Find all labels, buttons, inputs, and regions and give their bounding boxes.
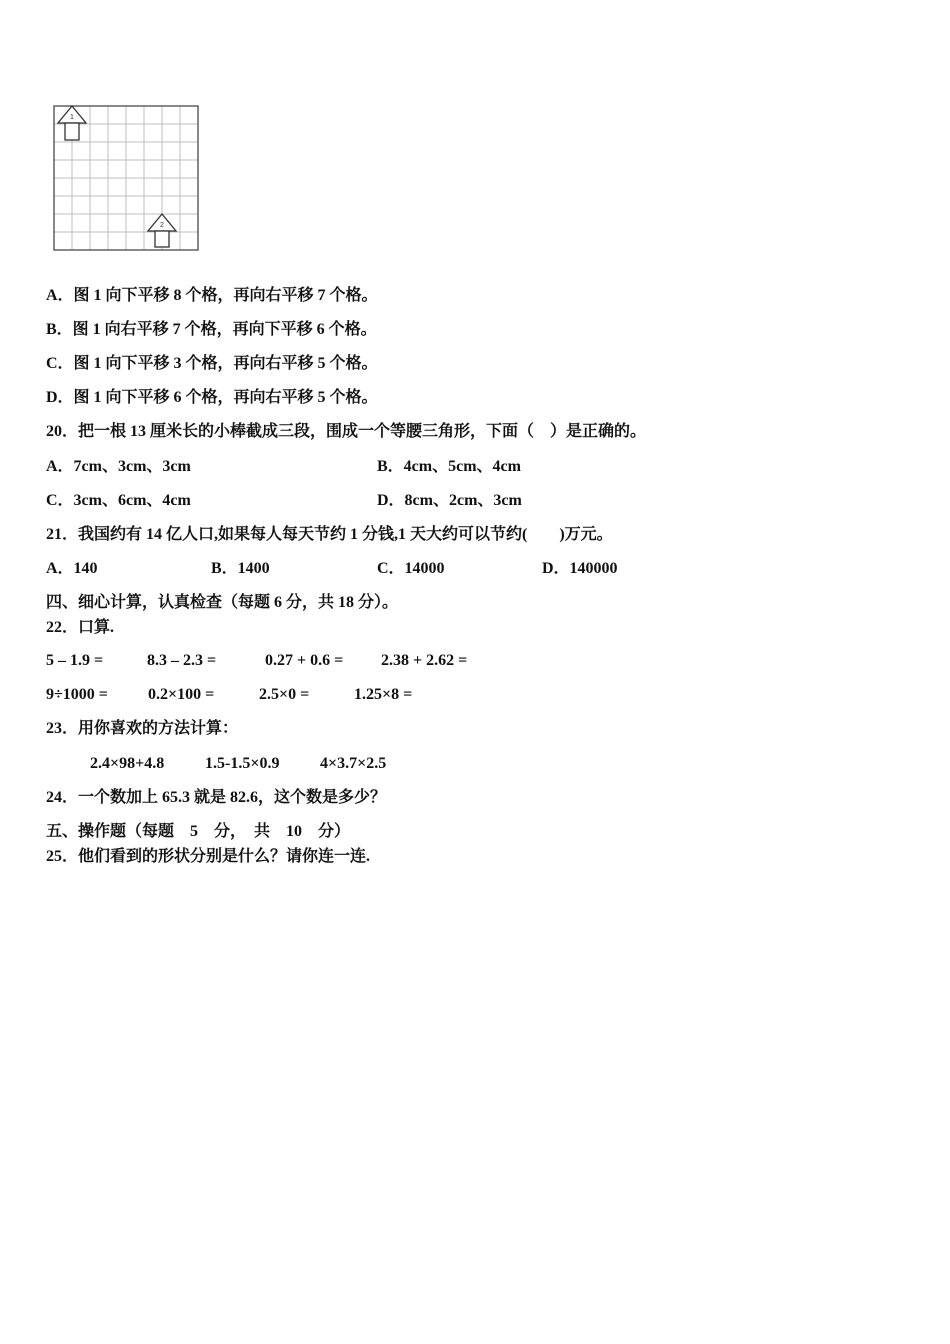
q20-option-b: B．4cm、5cm、4cm (377, 458, 521, 475)
house-shape-1 (58, 106, 86, 140)
translation-grid-figure (50, 102, 202, 254)
q19-option-a: A．图 1 向下平移 8 个格，再向右平移 7 个格。 (46, 287, 378, 304)
q22-item: 2.38 + 2.62 = (381, 652, 468, 669)
q22-item: 2.5×0 = (259, 686, 310, 703)
q19-option-d: D．图 1 向下平移 6 个格，再向右平移 5 个格。 (46, 389, 378, 406)
q23-item: 2.4×98+4.8 (90, 755, 165, 772)
q22-item: 8.3 – 2.3 = (147, 652, 217, 669)
q22-item: 5 – 1.9 = (46, 652, 104, 669)
q25-question: 25．他们看到的形状分别是什么？请你连一连. (46, 848, 371, 865)
q23-item: 1.5-1.5×0.9 (205, 755, 280, 772)
section-5-title: 五、操作题（每题 5 分， 共 10 分） (46, 823, 351, 840)
q23-title: 23．用你喜欢的方法计算： (46, 720, 239, 737)
q20-option-d: D．8cm、2cm、3cm (377, 492, 522, 509)
q19-option-c: C．图 1 向下平移 3 个格，再向右平移 5 个格。 (46, 355, 378, 372)
q19-option-b: B．图 1 向右平移 7 个格，再向下平移 6 个格。 (46, 321, 377, 338)
q21-option-c: C．14000 (377, 560, 445, 577)
q20-question: 20．把一根 13 厘米长的小棒截成三段，围成一个等腰三角形，下面（ ）是正确的。 (46, 423, 647, 440)
house-2-label: 2 (160, 222, 164, 229)
q22-item: 1.25×8 = (354, 686, 413, 703)
q20-option-a: A．7cm、3cm、3cm (46, 458, 191, 475)
q21-option-a: A．140 (46, 560, 98, 577)
q24-question: 24．一个数加上 65.3 就是 82.6，这个数是多少？ (46, 789, 387, 806)
q21-option-b: B．1400 (211, 560, 270, 577)
section-4-title: 四、细心计算，认真检查（每题 6 分，共 18 分）。 (46, 594, 399, 611)
q22-item: 0.27 + 0.6 = (265, 652, 344, 669)
q20-option-c: C．3cm、6cm、4cm (46, 492, 191, 509)
house-shape-2 (148, 214, 176, 247)
q22-item: 0.2×100 = (148, 686, 215, 703)
q21-question: 21．我国约有 14 亿人口,如果每人每天节约 1 分钱,1 天大约可以节约( )万元。 (46, 526, 613, 543)
house-1-label: 1 (70, 114, 74, 121)
q22-item: 9÷1000 = (46, 686, 108, 703)
q22-title: 22．口算. (46, 619, 115, 636)
q23-item: 4×3.7×2.5 (320, 755, 387, 772)
q21-option-d: D．140000 (542, 560, 618, 577)
